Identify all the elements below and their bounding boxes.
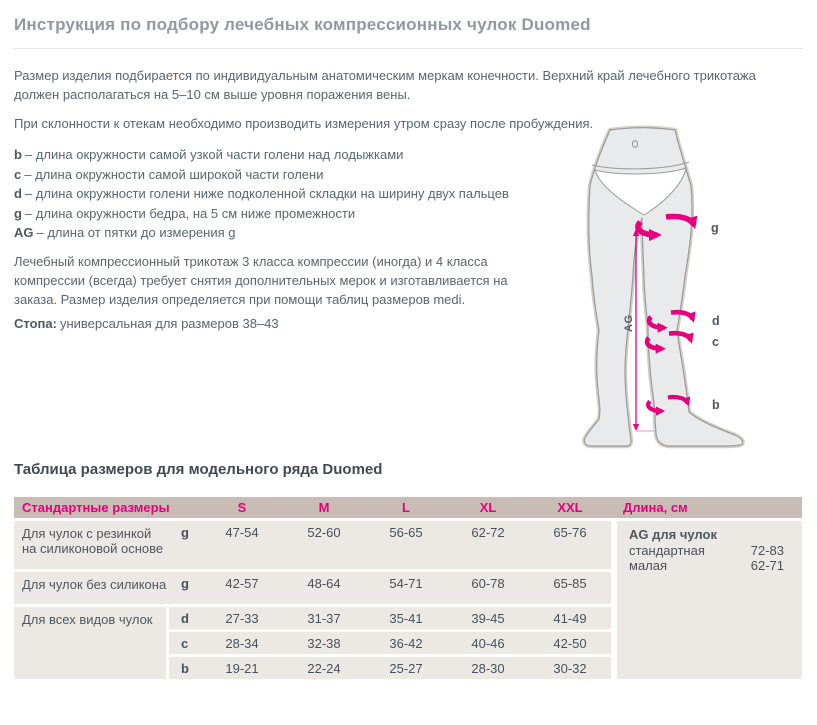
- cell-value: 47-54: [225, 525, 259, 540]
- table-body: [14, 521, 802, 682]
- cell-value: 25-27: [389, 661, 423, 676]
- row-label-span: Для всех видов чулок: [14, 607, 166, 679]
- cell-value: 30-32: [553, 661, 587, 676]
- row-label: Для чулок без силикона: [22, 577, 167, 592]
- row-letter: d: [181, 611, 189, 626]
- measurement-desc: – длина окружности бедра, на 5 см ниже промежности: [24, 205, 356, 221]
- legs-measurement-figure: [538, 124, 770, 458]
- length-entry-label: стандартная: [629, 542, 705, 558]
- foot-note-label: Стопа:: [14, 315, 57, 331]
- figure-label-d: d: [712, 314, 720, 328]
- cell-value: 54-71: [389, 576, 423, 591]
- table-row: [14, 521, 611, 569]
- measurement-item-g: [14, 204, 544, 224]
- foot-note-text: универсальная для размеров 38–43: [59, 315, 279, 331]
- row-letter: g: [181, 525, 189, 540]
- cell-value: 42-57: [225, 576, 259, 591]
- cell-value: 28-30: [471, 661, 505, 676]
- ag-arrowhead-bottom: [633, 424, 639, 431]
- length-entry: [629, 558, 784, 574]
- foot-note: [14, 314, 529, 333]
- length-title: AG для чулок: [629, 527, 717, 542]
- figure-label-c: c: [712, 335, 719, 349]
- table-row: [14, 572, 611, 604]
- measurement-item-b: [14, 145, 544, 165]
- measurement-term: d: [14, 186, 22, 201]
- cell-value: 42-50: [553, 636, 587, 651]
- cell-value: 32-38: [307, 636, 341, 651]
- cell-value: 39-45: [471, 611, 505, 626]
- header-cell-s: S: [237, 500, 247, 515]
- cell-value: 65-85: [553, 576, 587, 591]
- cell-value: 28-34: [225, 636, 259, 651]
- measurement-desc: – длина окружности самой широкой части голени: [24, 166, 324, 182]
- cell-value: 60-78: [471, 576, 505, 591]
- table-rowgroup-all-stockings: [14, 607, 611, 682]
- header-cell-xl: XL: [479, 500, 497, 515]
- figure-label-ag: AG: [623, 314, 635, 332]
- measurement-term: g: [14, 205, 22, 221]
- measurement-term: b: [14, 147, 22, 162]
- measurement-desc: – длина от пятки до измерения g: [36, 225, 236, 240]
- cell-value: 36-42: [389, 636, 423, 651]
- cell-value: 27-33: [225, 611, 259, 626]
- measurement-desc: – длина окружности голени ниже подколенной складки на ширину двух пальцев: [24, 186, 509, 201]
- paragraph-custom-made: Лечебный компрессионный трикотаж 3 класса компрессии (иногда) и 4 класса компрессии (всегда) требует снятия дополнительных мерок и изготавливается на заказа. Размер изделия определяется при помощи таблиц размеров medi.: [14, 253, 508, 307]
- header-cell-standard-sizes: Стандартные размеры: [22, 500, 170, 515]
- length-entry-value: 62-71: [750, 558, 784, 573]
- table-title: Таблица размеров для модельного ряда Duomed: [14, 461, 383, 478]
- cell-value: 31-37: [307, 611, 341, 626]
- cell-value: 52-60: [307, 525, 341, 540]
- table-row: [169, 607, 611, 629]
- cell-value: 35-41: [389, 611, 423, 626]
- header-cell-m: M: [318, 500, 330, 515]
- table-row: [169, 657, 611, 679]
- legs-figure-svg: [538, 124, 770, 458]
- paragraph-morning: При склонности к отекам необходимо производить измерения утром сразу после пробуждения.: [14, 116, 594, 131]
- size-table: [14, 497, 802, 682]
- page-title: Инструкция по подбору лечебных компрессионных чулок Duomed: [14, 15, 591, 34]
- length-entry-value: 72-83: [750, 542, 784, 558]
- row-letter: g: [181, 576, 189, 591]
- table-row: [169, 632, 611, 654]
- length-entry: [629, 543, 784, 559]
- measurement-term: c: [14, 166, 22, 182]
- cell-value: 48-64: [307, 576, 341, 591]
- figure-label-g: g: [711, 221, 719, 235]
- measurement-term: AG: [14, 225, 34, 240]
- figure-label-b: b: [712, 398, 720, 412]
- cell-value: 56-65: [389, 525, 423, 540]
- cell-value: 19-21: [225, 661, 259, 676]
- measurement-item-ag: [14, 223, 544, 243]
- row-letter: b: [181, 661, 189, 676]
- row-label: Для чулок с резинкой на силиконовой основе: [22, 526, 164, 556]
- measurement-list: [14, 145, 544, 243]
- table-subrows: [169, 607, 611, 682]
- cell-value: 40-46: [471, 636, 505, 651]
- divider: [14, 48, 803, 49]
- measurement-desc: – длина окружности самой узкой части голени над лодыжками: [24, 147, 404, 162]
- measurement-item-d: [14, 184, 544, 204]
- cell-value: 62-72: [471, 525, 505, 540]
- measurement-item-c: [14, 165, 544, 185]
- header-cell-l: L: [402, 500, 410, 515]
- cell-value: 65-76: [553, 525, 587, 540]
- paragraph-sizing: Размер изделия подбирается по индивидуальным анатомическим меркам конечности. Верхний край лечебного трикотажа должен располагаться на 5–10 см выше уровня поражения вены.: [14, 68, 756, 102]
- length-column: [617, 521, 802, 679]
- header-cell-xxl: XXL: [557, 500, 583, 515]
- header-cell-length: Длина, см: [623, 500, 688, 515]
- table-main-columns: [14, 521, 611, 682]
- row-letter: c: [181, 636, 189, 651]
- cell-value: 22-24: [307, 661, 341, 676]
- cell-value: 41-49: [553, 611, 587, 626]
- length-entry-label: малая: [629, 558, 668, 573]
- table-header-row: [14, 497, 802, 518]
